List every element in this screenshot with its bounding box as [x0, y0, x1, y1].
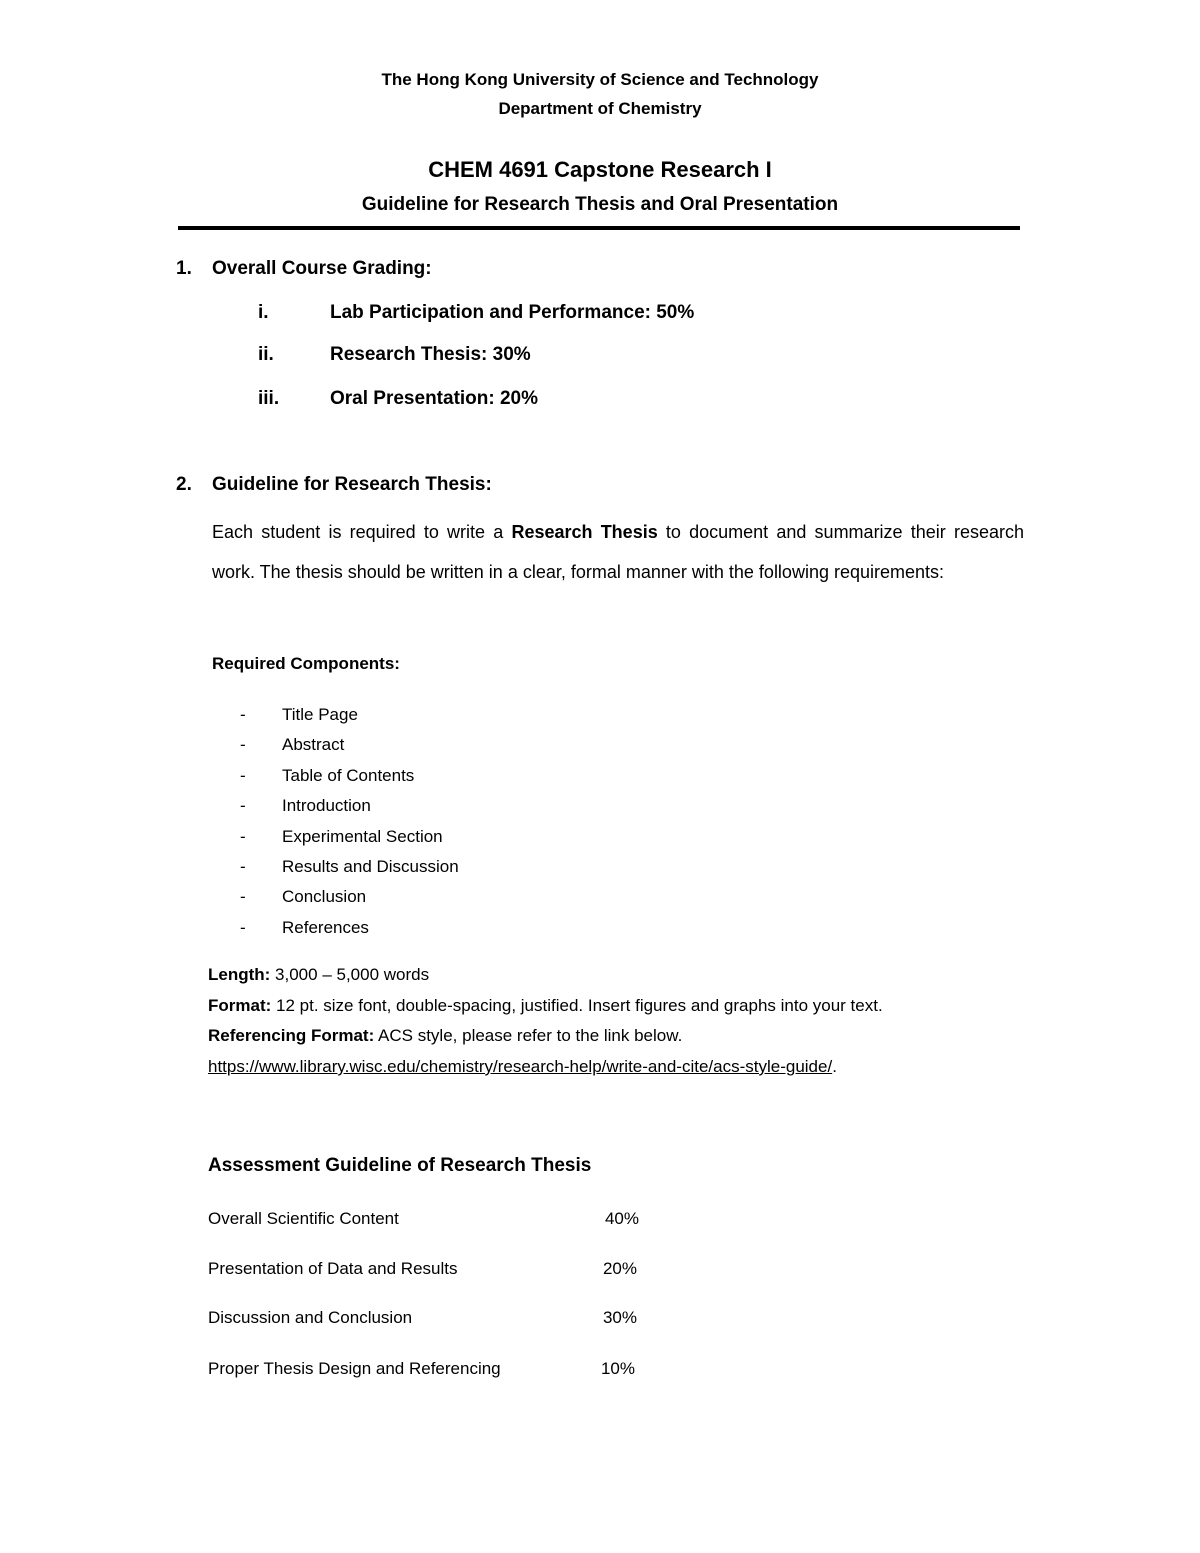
referencing-value: ACS style, please refer to the link below. [374, 1026, 683, 1045]
title-divider [178, 226, 1020, 230]
bullet-dash: - [240, 796, 246, 816]
section-2-number: 2. [176, 474, 192, 495]
bullet-dash: - [240, 887, 246, 907]
grading-item-2-label: Research Thesis: 30% [330, 344, 531, 365]
list-item [240, 731, 459, 761]
component-label: Results and Discussion [282, 856, 459, 876]
component-label: Title Page [282, 705, 358, 724]
grading-item-2-number: ii. [258, 344, 274, 365]
grading-item-3-label: Oral Presentation: 20% [330, 388, 539, 409]
bullet-dash: - [240, 917, 246, 937]
component-label: References [282, 917, 369, 937]
bullet-dash: - [240, 826, 246, 846]
component-label: Introduction [282, 796, 371, 816]
bullet-dash: - [240, 765, 246, 785]
assessment-row-2-pct: 20% [602, 1259, 637, 1278]
link-suffix: . [832, 1057, 837, 1076]
course-title: CHEM 4691 Capstone Research I [428, 157, 772, 182]
thesis-intro-emphasis: Research Thesis [511, 522, 658, 542]
university-name: The Hong Kong University of Science and Technology [381, 70, 819, 89]
thesis-intro-paragraph [212, 512, 1024, 592]
list-item [240, 914, 459, 944]
assessment-row-4-pct: 10% [600, 1359, 635, 1378]
list-item [240, 883, 459, 913]
required-components-heading: Required Components: [212, 654, 400, 673]
section-1-number: 1. [176, 258, 192, 279]
format-value: 12 pt. size font, double-spacing, justified. Insert figures and graphs into your text. [271, 996, 883, 1015]
format-label: Format: [208, 996, 272, 1015]
component-label: Conclusion [282, 887, 367, 907]
list-item [240, 701, 459, 731]
grading-item-3-number: iii. [258, 388, 280, 409]
component-label: Abstract [282, 735, 345, 755]
assessment-row-3-label: Discussion and Conclusion [208, 1308, 413, 1327]
thesis-intro-text-1: Each student is required to write a [212, 522, 512, 542]
length-spec [208, 965, 429, 985]
grading-item-1-label: Lab Participation and Performance: 50% [330, 302, 695, 323]
bullet-dash: - [240, 856, 246, 876]
component-label: Experimental Section [282, 826, 443, 846]
assessment-row-2-label: Presentation of Data and Results [208, 1259, 458, 1278]
assessment-heading: Assessment Guideline of Research Thesis [208, 1155, 592, 1176]
assessment-row-4-label: Proper Thesis Design and Referencing [208, 1359, 501, 1378]
list-item [240, 792, 459, 822]
thesis-intro-text-2: to document and summarize their research work. The thesis should be written in a clear, formal manner with the following requirements: [212, 522, 1024, 582]
list-item [240, 762, 459, 792]
assessment-row-3-pct: 30% [602, 1308, 637, 1327]
list-item [240, 823, 459, 853]
component-label: Table of Contents [282, 765, 415, 785]
bullet-dash: - [240, 705, 246, 724]
length-value: 3,000 – 5,000 words [270, 965, 430, 984]
format-spec [208, 996, 883, 1016]
section-1-title: Overall Course Grading: [212, 258, 432, 279]
department-name: Department of Chemistry [498, 99, 702, 118]
length-label: Length: [208, 965, 271, 984]
assessment-row-1-label: Overall Scientific Content [208, 1209, 399, 1228]
assessment-row-1-pct: 40% [604, 1209, 639, 1228]
document-subtitle: Guideline for Research Thesis and Oral Presentation [361, 194, 839, 215]
referencing-spec [208, 1026, 682, 1046]
referencing-label: Referencing Format: [208, 1026, 375, 1045]
required-components-list [240, 701, 459, 944]
acs-style-guide-link[interactable]: https://www.library.wisc.edu/chemistry/research-help/write-and-cite/acs-style-guide/ [208, 1057, 833, 1076]
section-2-title: Guideline for Research Thesis: [212, 474, 492, 495]
acs-guide-link-line [208, 1057, 837, 1077]
grading-item-1-number: i. [258, 302, 269, 323]
bullet-dash: - [240, 735, 246, 755]
list-item [240, 853, 459, 883]
